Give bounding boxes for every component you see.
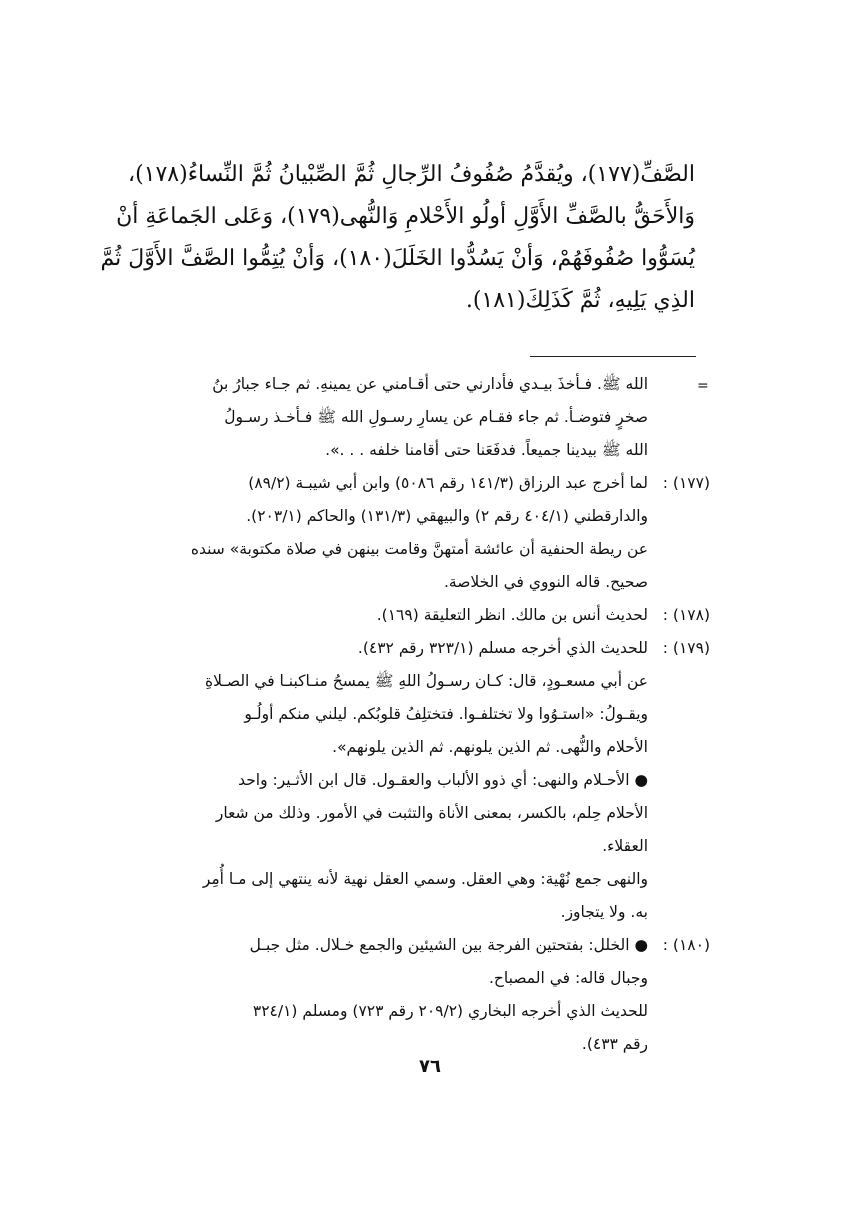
main-text-line: الذِي يَلِيهِ، ثُمَّ كَذَلِكَ(١٨١).: [465, 288, 695, 313]
footnote-line: الأحلام والنُّهى. ثم الذين يلونهم. ثم الذين يلونهم».: [332, 738, 648, 756]
footnote-177: [140, 467, 710, 500]
footnote-line: ● الخلل: بفتحتين الفرجة بين الشيئين والجمع خـلال. مثل جبـل: [249, 936, 648, 954]
footnote-line: عن أبي مسعـودٍ، قال: كـان رسـولُ اللهِ ﷺ يمسحُ منـاكبنـا في الصـلاةِ: [204, 672, 648, 690]
page-number: ٧٦: [419, 1056, 441, 1077]
footnote-line: والدارقطني (٤٠٤/١ رقم ٢) والبيهقي (١٣١/٣) والحاكم (٢٠٣/١).: [246, 507, 648, 525]
main-text-line: وَالأَحَقُّ بالصَّفِّ الأَوَّلِ أولُو الأَحْلامِ وَالنُّهى(١٧٩)، وَعَلى الجَماعَةِ أنْ: [116, 204, 695, 229]
footnote-continuation-line: الله ﷺ بيدينا جميعاً. فدفَعَنا حتى أقامنا خلفه . . .».: [325, 441, 648, 459]
footnote-178: [140, 599, 710, 632]
footnote-179: [140, 632, 710, 665]
footnote-line: وجبال قاله: في المصباح.: [489, 969, 648, 987]
footnote-line: للحديث الذي أخرجه البخاري (٢٠٩/٢ رقم ٧٢٣) ومسلم (٣٢٤/١: [252, 1002, 648, 1020]
footnote-number: (١٧٧) :: [662, 474, 710, 492]
footnote-line: الأحلام حِلم، بالكسر، بمعنى الأناة والتثبت في الأمور. وذلك من شعار: [215, 804, 648, 822]
footnote-line: به. ولا يتجاوز.: [560, 903, 648, 921]
footnote-line: رقم ٤٣٣).: [581, 1035, 648, 1053]
continuation-mark: =: [697, 378, 709, 394]
main-text-line: الصَّفِّ(١٧٧)، ويُقدَّمُ صُفُوفُ الرِّجالِ ثُمَّ الصِّبْيانُ ثُمَّ النِّساءُ(١٧٨)،: [127, 162, 695, 187]
main-text-line: يُسَوُّوا صُفُوفَهُمْ، وَأنْ يَسُدُّوا الخَلَلَ(١٨٠)، وَأنْ يُتِمُّوا الصَّفَّ الأَوَّلَ ثُمَّ: [100, 246, 695, 271]
footnote-line: لما أخرج عبد الرزاق (١٤١/٣ رقم ٥٠٨٦) وابن أبي شيبـة (٨٩/٢): [248, 474, 648, 492]
footnote-line: للحديث الذي أخرجه مسلم (٣٢٣/١ رقم ٤٣٢).: [357, 639, 648, 657]
footnote-separator: [530, 356, 696, 357]
footnote-line: والنهى جمع نُهْية: وهي العقل. وسمي العقل نهية لأنه ينتهي إلى مـا أُمِر: [202, 870, 648, 888]
footnote-line: عن ريطة الحنفية أن عائشة أمتهنَّ وقامت بينهن في صلاة مكتوبة» سنده: [190, 540, 648, 558]
footnote-line: العقلاء.: [602, 837, 648, 855]
footnote-line: ويقـولُ: «استـوُوا ولا تختلفـوا. فتختلِفُ قلوبُكم. ليلني منكم أولُـو: [244, 705, 648, 723]
footnote-number: (١٧٨) :: [662, 606, 710, 624]
footnotes-block: [140, 368, 710, 1061]
main-text-block: [100, 154, 695, 322]
footnote-number: (١٨٠) :: [662, 936, 710, 954]
footnote-number: (١٧٩) :: [662, 639, 710, 657]
footnote-line: لحديث أنس بن مالك. انظر التعليقة (١٦٩).: [376, 606, 648, 624]
footnote-continuation-line: الله ﷺ. فـأخذَ بيـدي فأدارني حتى أقـامني عن يمينهِ. ثم جـاء جبارُ بنُ: [212, 375, 648, 393]
footnote-180: [140, 929, 710, 962]
footnote-line: صحيح. قاله النووي في الخلاصة.: [444, 573, 648, 591]
footnote-line: ● الأحـلام والنهى: أي ذوو الألباب والعقـول. قال ابن الأثـير: واحد: [238, 771, 648, 789]
footnote-continuation-line: صخرٍ فتوضـأ. ثم جاء فقـام عن يسارِ رسـولِ الله ﷺ فـأخـذ رسـولُ: [224, 408, 648, 426]
